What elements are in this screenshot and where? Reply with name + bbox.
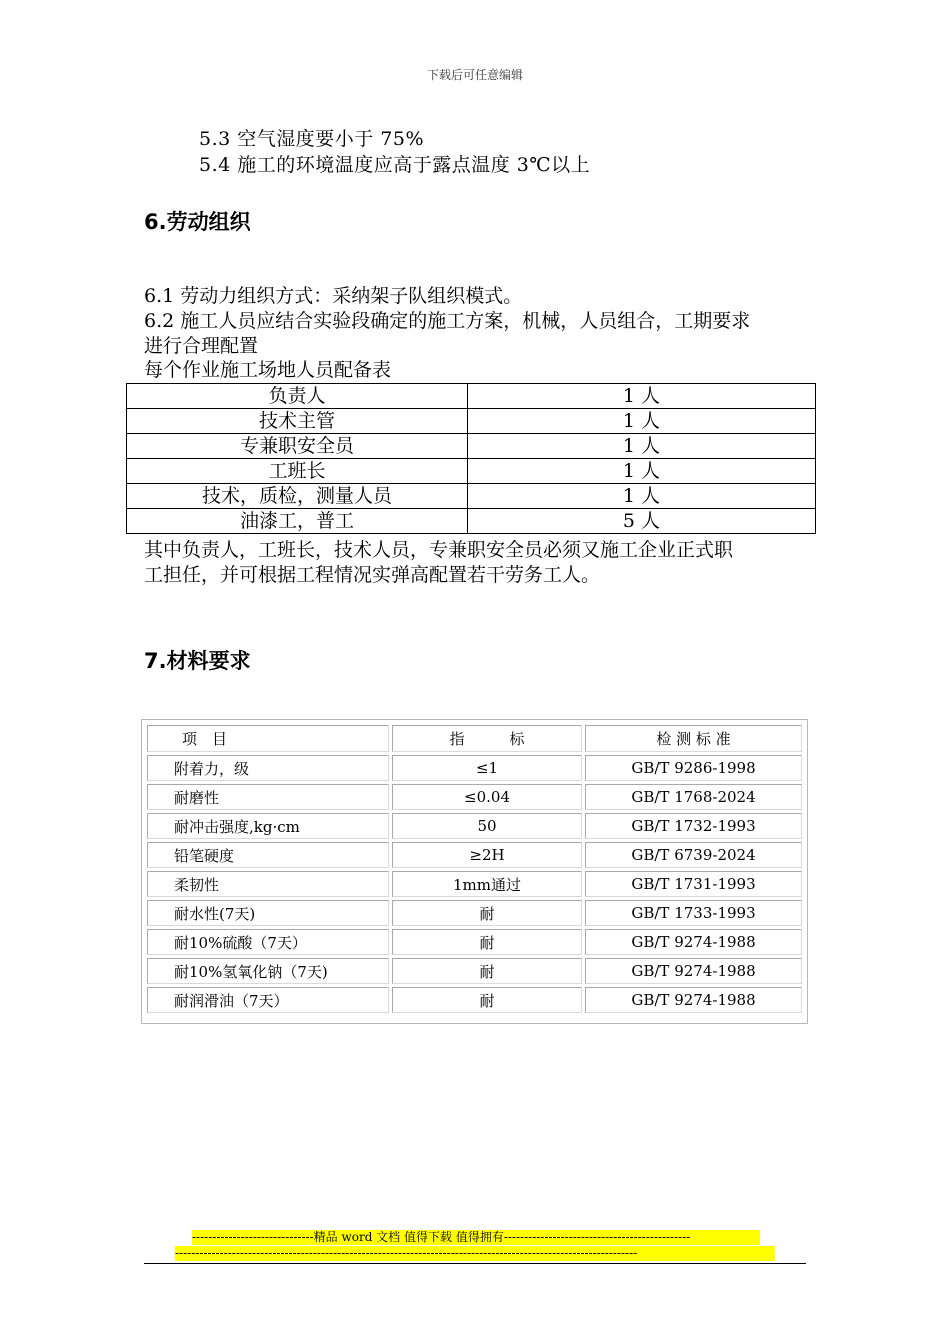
staff-role: 负责人: [127, 384, 468, 409]
item-standard: GB/T 1768-2024: [585, 784, 802, 810]
staff-count: 1 人: [468, 459, 816, 484]
materials-table: [144, 722, 805, 1016]
section-7-title: 7.材料要求: [144, 649, 251, 673]
item-standard: GB/T 1733-1993: [585, 900, 802, 926]
section-6-para-2-line-2: 进行合理配置: [144, 335, 259, 357]
table-row: [127, 509, 816, 534]
item-name: 耐水性(7天): [147, 900, 389, 926]
item-standard: GB/T 9274-1988: [585, 958, 802, 984]
item-name: 铅笔硬度: [147, 842, 389, 868]
table-row: [127, 434, 816, 459]
staff-table: [126, 383, 816, 534]
staff-role: 技术，质检，测量人员: [127, 484, 468, 509]
table-row: [147, 958, 802, 984]
table-row: [147, 784, 802, 810]
staff-count: 1 人: [468, 384, 816, 409]
table-row: [147, 813, 802, 839]
staff-note-line-1: 其中负责人，工班长，技术人员，专兼职安全员必须又施工企业正式职: [144, 539, 734, 561]
item-indicator: 1mm通过: [392, 871, 582, 897]
item-standard: GB/T 9274-1988: [585, 929, 802, 955]
table-row: [127, 484, 816, 509]
table-row: [127, 409, 816, 434]
table-row: [127, 384, 816, 409]
header-item: 项 目: [147, 725, 389, 752]
intro-line-1: 5.3 空气湿度要小于 75%: [199, 128, 425, 150]
table-row: [147, 900, 802, 926]
staff-note-line-2: 工担任，并可根据工程情况实弹高配置若干劳务工人。: [144, 564, 601, 586]
item-indicator: ≤1: [392, 755, 582, 781]
table-row: [147, 987, 802, 1013]
table-row: [147, 871, 802, 897]
item-name: 耐10%氢氧化钠（7天): [147, 958, 389, 984]
item-indicator: 耐: [392, 900, 582, 926]
table-row: [147, 842, 802, 868]
header-standard: 检 测 标 准: [585, 725, 802, 752]
item-standard: GB/T 1732-1993: [585, 813, 802, 839]
item-standard: GB/T 6739-2024: [585, 842, 802, 868]
staff-count: 1 人: [468, 484, 816, 509]
item-standard: GB/T 9286-1998: [585, 755, 802, 781]
item-name: 耐10%硫酸（7天）: [147, 929, 389, 955]
staff-role: 工班长: [127, 459, 468, 484]
item-standard: GB/T 1731-1993: [585, 871, 802, 897]
table-header-row: [147, 725, 802, 752]
table-row: [147, 929, 802, 955]
item-name: 附着力，级: [147, 755, 389, 781]
footer-banner-line-2: ------------------------------------------------------------------------------------------------------------------: [175, 1246, 775, 1261]
staff-role: 专兼职安全员: [127, 434, 468, 459]
item-indicator: 耐: [392, 929, 582, 955]
section-6-para-2-line-1: 6.2 施工人员应结合实验段确定的施工方案，机械，人员组合，工期要求: [144, 310, 751, 332]
staff-table-caption: 每个作业施工场地人员配备表: [144, 359, 392, 381]
item-name: 耐磨性: [147, 784, 389, 810]
staff-count: 1 人: [468, 434, 816, 459]
item-indicator: 耐: [392, 958, 582, 984]
staff-role: 技术主管: [127, 409, 468, 434]
table-row: [127, 459, 816, 484]
item-name: 耐冲击强度,kg·cm: [147, 813, 389, 839]
staff-role: 油漆工，普工: [127, 509, 468, 534]
page-header: 下载后可任意编辑: [426, 68, 523, 82]
item-indicator: 耐: [392, 987, 582, 1013]
staff-count: 1 人: [468, 409, 816, 434]
footer-banner-line-1: ------------------------------精品 word 文档 值得下载 值得拥有----------------------------------------------: [192, 1230, 760, 1245]
item-standard: GB/T 9274-1988: [585, 987, 802, 1013]
item-indicator: ≤0.04: [392, 784, 582, 810]
item-indicator: ≥2H: [392, 842, 582, 868]
item-name: 柔韧性: [147, 871, 389, 897]
intro-line-2: 5.4 施工的环境温度应高于露点温度 3℃以上: [199, 154, 591, 176]
section-6-para-1: 6.1 劳动力组织方式：采纳架子队组织模式。: [144, 285, 523, 307]
item-name: 耐润滑油（7天）: [147, 987, 389, 1013]
materials-table-frame: [141, 719, 808, 1024]
table-row: [147, 755, 802, 781]
section-6-title: 6.劳动组织: [144, 210, 251, 234]
header-indicator: 指 标: [392, 725, 582, 752]
staff-count: 5 人: [468, 509, 816, 534]
item-indicator: 50: [392, 813, 582, 839]
footer-rule: [144, 1263, 806, 1264]
